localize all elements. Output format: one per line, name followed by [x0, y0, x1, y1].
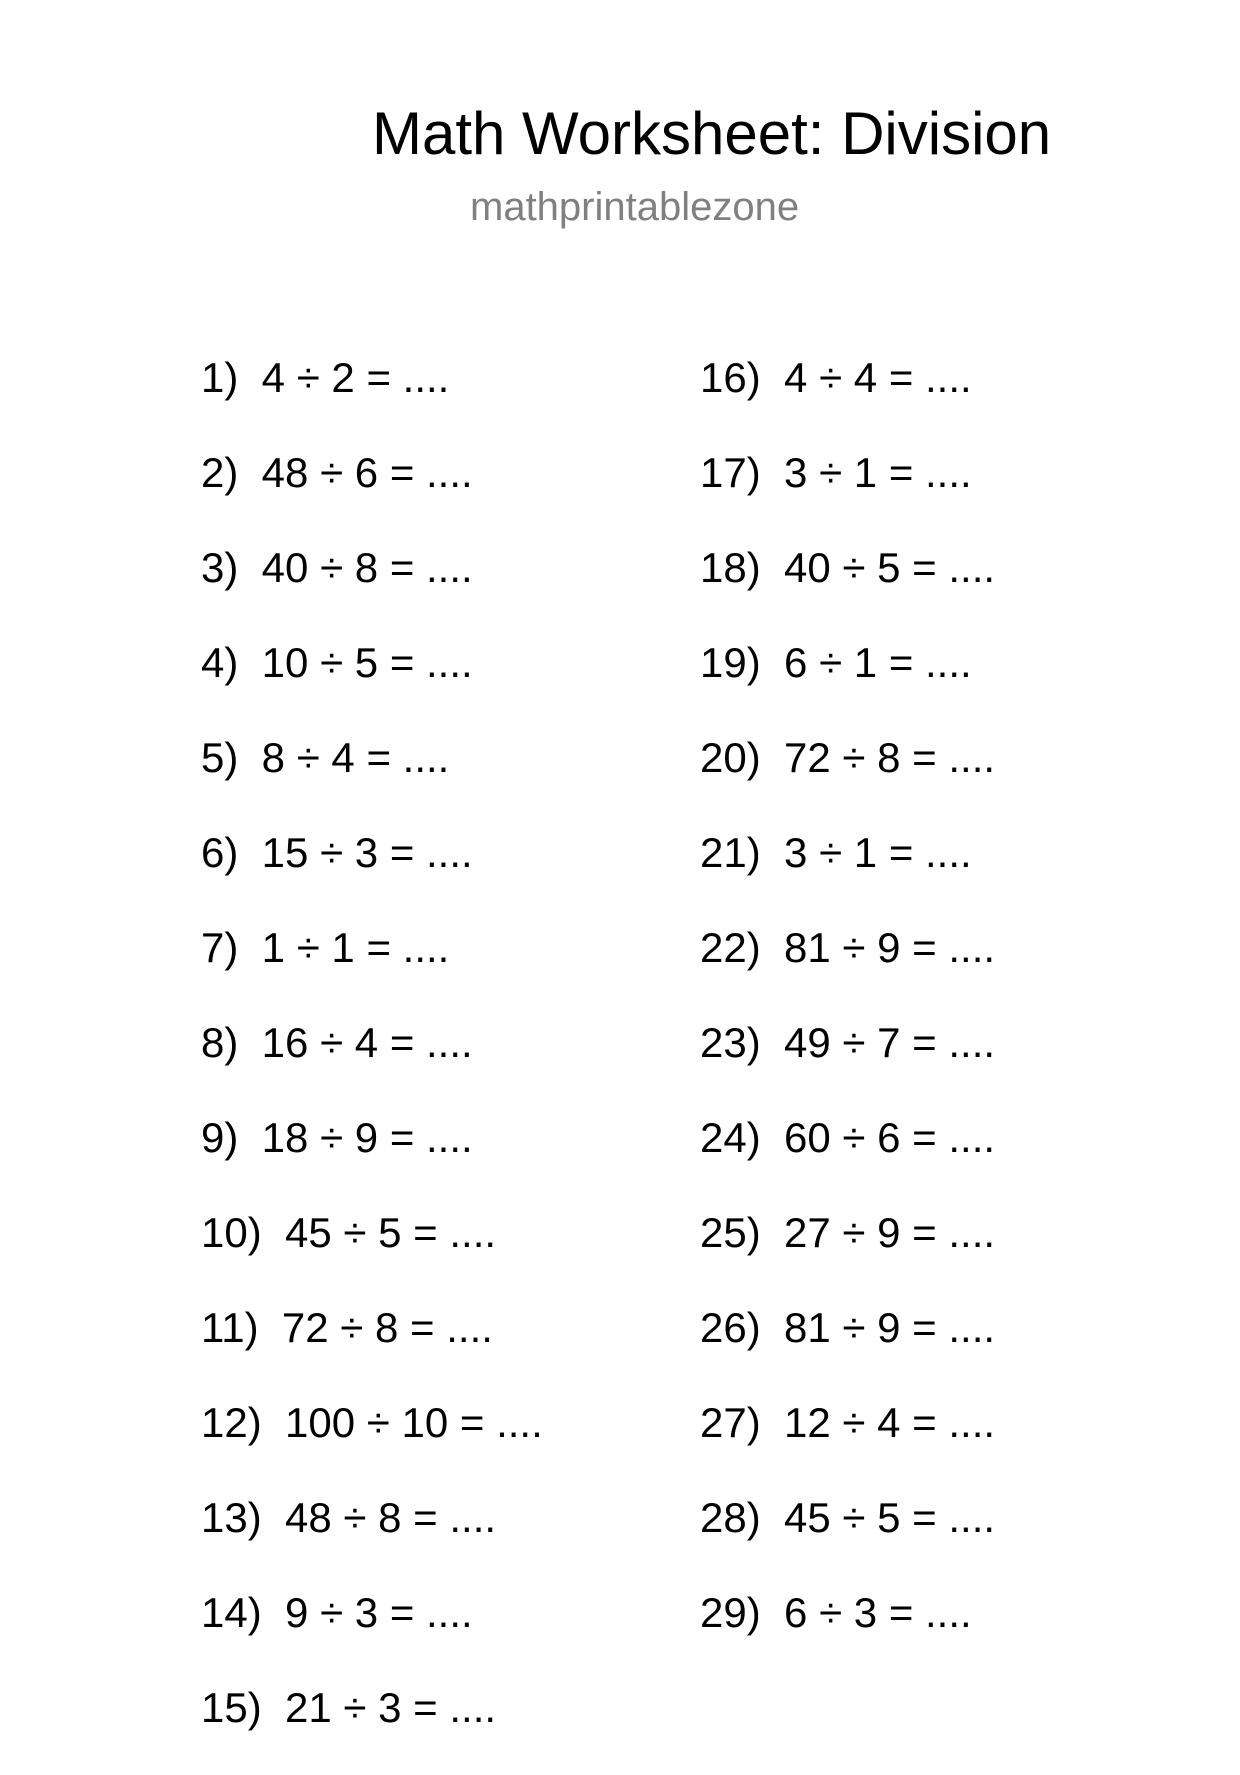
problem-item: 22) 81 ÷ 9 = ....: [700, 924, 996, 971]
problem-item: 16) 4 ÷ 4 = ....: [700, 354, 972, 401]
problem-item: 13) 48 ÷ 8 = ....: [201, 1494, 497, 1541]
problem-item: 18) 40 ÷ 5 = ....: [700, 544, 996, 591]
problem-item: 14) 9 ÷ 3 = ....: [201, 1589, 473, 1636]
problem-item: 12) 100 ÷ 10 = ....: [201, 1399, 543, 1446]
worksheet-title: Math Worksheet: Division: [372, 100, 1052, 167]
problems-right-column: [700, 350, 995, 1680]
problem-item: 4) 10 ÷ 5 = ....: [201, 639, 473, 686]
problem-item: 1) 4 ÷ 2 = ....: [201, 354, 450, 401]
worksheet-subtitle: mathprintablezone: [470, 185, 800, 229]
problem-item: 2) 48 ÷ 6 = ....: [201, 449, 473, 496]
problem-item: 24) 60 ÷ 6 = ....: [700, 1114, 996, 1161]
problem-item: 8) 16 ÷ 4 = ....: [201, 1019, 473, 1066]
problem-item: 3) 40 ÷ 8 = ....: [201, 544, 473, 591]
problem-item: 21) 3 ÷ 1 = ....: [700, 829, 972, 876]
problem-item: 19) 6 ÷ 1 = ....: [700, 639, 972, 686]
problem-item: 28) 45 ÷ 5 = ....: [700, 1494, 996, 1541]
problem-item: 9) 18 ÷ 9 = ....: [201, 1114, 473, 1161]
problem-item: 11) 72 ÷ 8 = ....: [201, 1304, 493, 1351]
problem-item: 5) 8 ÷ 4 = ....: [201, 734, 450, 781]
problem-item: 6) 15 ÷ 3 = ....: [201, 829, 473, 876]
problem-item: 10) 45 ÷ 5 = ....: [201, 1209, 497, 1256]
problem-item: 23) 49 ÷ 7 = ....: [700, 1019, 996, 1066]
problem-item: 25) 27 ÷ 9 = ....: [700, 1209, 996, 1256]
problems-left-column: [201, 350, 543, 1775]
problem-item: 17) 3 ÷ 1 = ....: [700, 449, 972, 496]
problem-item: 26) 81 ÷ 9 = ....: [700, 1304, 996, 1351]
problem-item: 27) 12 ÷ 4 = ....: [700, 1399, 996, 1446]
problem-item: 20) 72 ÷ 8 = ....: [700, 734, 996, 781]
problem-item: 29) 6 ÷ 3 = ....: [700, 1589, 972, 1636]
problem-item: 7) 1 ÷ 1 = ....: [201, 924, 450, 971]
problem-item: 15) 21 ÷ 3 = ....: [201, 1684, 497, 1731]
